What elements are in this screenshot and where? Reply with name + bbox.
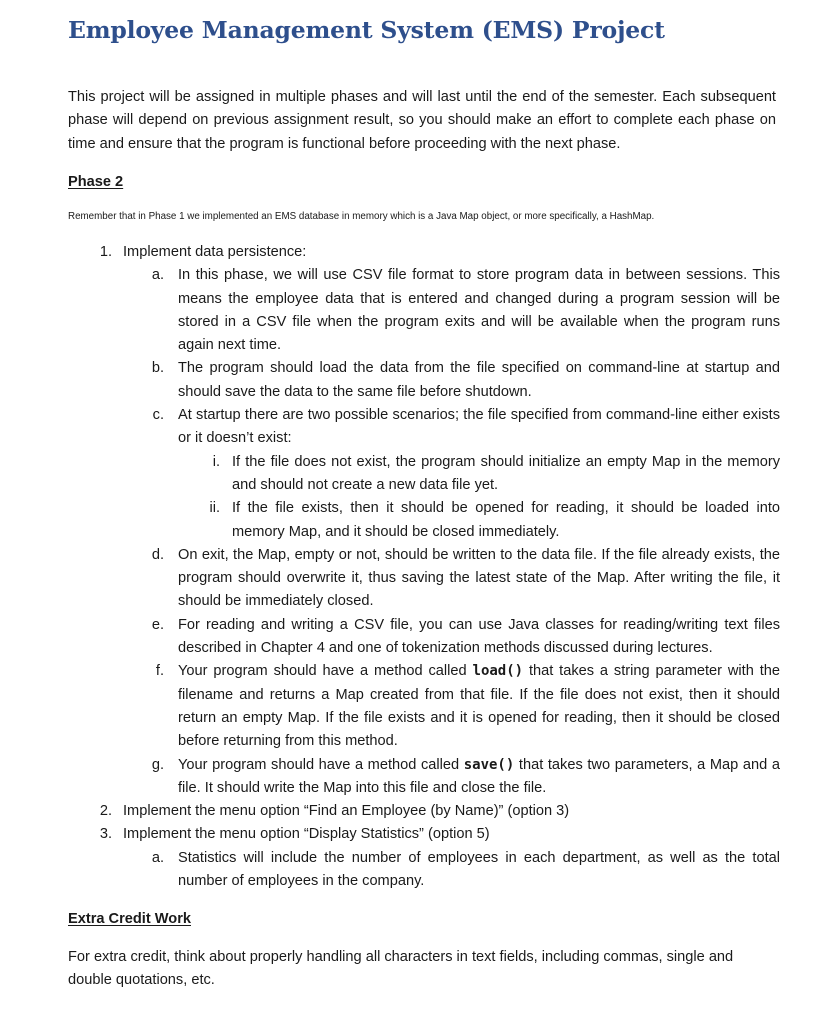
sub-item-text: For reading and writing a CSV file, you can use Java classes for reading/writing text files described in Chapter 4 and one of tokenization methods discussed during lectures. (178, 616, 780, 657)
sub-item-f (68, 660, 780, 753)
list-item-text: Implement data persistence: (123, 244, 307, 260)
list-item-text: Implement the menu option “Find an Employee (by Name)” (option 3) (123, 803, 570, 820)
sub-item-text (178, 660, 780, 753)
sub-item-text: Statistics will include the number of employees in each department, as well as the total number of employees in the company. (178, 849, 780, 890)
sub-item-text: On exit, the Map, empty or not, should be written to the data file. If the file already exists, the program should overwrite it, thus saving the latest state of the Map. After writing the file, it should be immediately closed. (178, 546, 780, 610)
sub-item-a (68, 264, 780, 357)
intro-paragraph: This project will be assigned in multiple phases and will last until the end of the semester. Each subsequent phase will depend on previous assignment result, so you should make an effort to complete each phase on time and ensure that the program is functional before proceeding with the next phase. (68, 89, 776, 152)
phase-heading: Phase 2 (68, 174, 124, 190)
sub-list (68, 847, 780, 894)
list-item-1 (68, 241, 780, 800)
list-letter: b. (151, 360, 164, 377)
sub-item-d (68, 544, 780, 614)
text-segment: that takes two parameters, a Map and a file. It should write the Map into this file and close the file. (178, 756, 780, 796)
list-letter: e. (151, 616, 164, 633)
requirements-list (68, 241, 780, 893)
sub-item-a (68, 847, 780, 894)
sub-list (68, 264, 780, 800)
sub-item-b (68, 357, 780, 404)
list-letter: g. (151, 756, 164, 773)
list-letter: c. (152, 407, 164, 424)
sub-item-text: The program should load the data from the file specified on command-line at startup and should save the data to the same file before shutdown. (178, 360, 780, 400)
text-segment: Your program should have a method called (178, 756, 464, 773)
extra-credit-paragraph: For extra credit, think about properly handling all characters in text fields, including commas, single and double quotations, etc. (68, 949, 734, 989)
sub-sub-item-i (68, 451, 780, 498)
list-roman: ii. (209, 500, 220, 517)
list-number: 2. (99, 803, 112, 820)
sub-sub-item-text: If the file does not exist, the program should initialize an empty Map in the memory and should not create a new data file yet. (232, 453, 780, 493)
sub-item-c (68, 404, 780, 544)
sub-item-text: At startup there are two possible scenarios; the file specified from command-line either exists or it doesn’t exist: (178, 407, 780, 447)
list-letter: a. (151, 849, 164, 866)
code-load-method: load() (472, 663, 524, 680)
extra-credit-heading: Extra Credit Work (68, 911, 191, 927)
text-segment: that takes a string parameter with the filename and returns a Map created from that file. If the file does not exist, then it should return an empty Map. If the file exists and it is opened for reading, then it should be closed before returning from this method. (178, 663, 780, 750)
sub-sub-item-ii (68, 497, 780, 544)
document-title: Employee Management System (EMS) Project (68, 16, 665, 44)
list-item-2 (68, 800, 780, 823)
list-letter: f. (155, 663, 164, 680)
list-number: 1. (99, 244, 112, 260)
list-letter: d. (151, 546, 164, 563)
list-item-3 (68, 823, 780, 893)
list-item-text: Implement the menu option “Display Statistics” (option 5) (123, 826, 490, 843)
sub-sub-item-text: If the file exists, then it should be opened for reading, it should be loaded into memory Map, and it should be closed immediately. (232, 500, 780, 540)
list-roman: i. (212, 453, 220, 470)
text-segment: Your program should have a method called (178, 663, 473, 680)
sub-item-text (178, 754, 780, 801)
code-save-method: save() (463, 756, 515, 773)
list-letter: a. (151, 267, 164, 284)
sub-item-text: In this phase, we will use CSV file format to store program data in between sessions. This means the employee data that is entered and changed during a program session will be stored in a CSV file when the program exits and will be available when the program runs again next time. (178, 267, 780, 354)
phase-note: Remember that in Phase 1 we implemented an EMS database in memory which is a Java Map object, or more specifically, a HashMap. (68, 211, 655, 222)
sub-item-g (68, 754, 780, 801)
sub-item-e (68, 614, 780, 661)
list-number: 3. (99, 826, 112, 843)
sub-sub-list (68, 451, 780, 544)
